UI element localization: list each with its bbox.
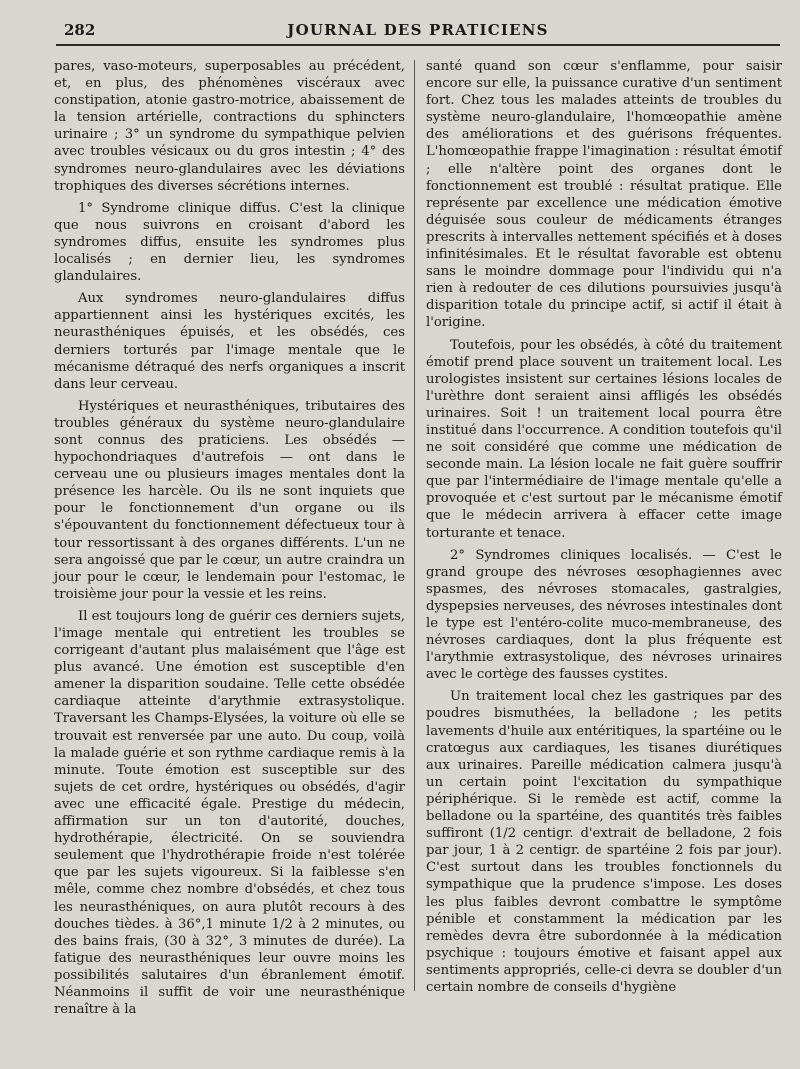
right-column	[426, 58, 782, 1059]
page-header	[56, 14, 780, 48]
paragraph: santé quand son cœur s'enflamme, pour saisir encore sur elle, la puissance curative d'un sentiment fort. Chez tous les malades atteints de troubles du système neuro-glandulaire, l'homœopathie amène des améliorations et des guérisons fréquentes. L'homœopathie frappe l'imagination : résultat émotif ; elle n'altère point des organes dont le fonctionnement est troublé : résultat pratique. Elle représente par excellence une médication émotive déguisée sous couleur de médicaments étranges prescrits à intervalles nettement spécifiés et à doses infinitésimales. Et le résultat favorable est obtenu sans le moindre dommage pour l'individu qui n'a rien à redouter de ces dilutions poursuivies jusqu'à disparition totale du principe actif, si actif il était à l'origine.	[426, 59, 782, 331]
paragraph: Aux syndromes neuro-glandulaires diffus appartiennent ainsi les hystériques excités, les neurasthéniques épuisés, et les obsédés, ces derniers torturés par l'image mentale que le mécanisme détraqué des nerfs organiques a inscrit dans leur cerveau.	[54, 291, 405, 392]
paragraph: Il est toujours long de guérir ces derniers sujets, l'image mentale qui entretient les troubles se corrigeant d'autant plus malaisément que l'âge est plus avancé. Une émotion est susceptible d'en amener la disparition soudaine. Telle cette obsédée cardiaque atteinte d'arythmie extrasystolique. Traversant les Champs-Elysées, la voiture où elle se trouvait est renversée par une auto. Du coup, voilà la malade guérie et son rythme cardiaque remis à la minute. Toute émotion est susceptible sur des sujets de cet ordre, hystériques ou obsédés, d'agir avec une efficacité égale. Prestige du médecin, affirmation sur un ton d'autorité, douches, hydrothérapie, électricité. On se souviendra seulement que l'hydrothérapie froide n'est tolérée que par les sujets vigoureux. Si la faiblesse s'en mêle, comme chez nombre d'obsédés, et chez tous les neurasthéniques, on aura plutôt recours à des douches tièdes. à 36°,1 minute 1/2 à 2 minutes, ou des bains frais, (30 à 32°, 3 minutes de durée). La fatigue des neurasthéniques leur ouvre moins les possibilités salutaires d'un ébranlement émotif. Néanmoins il suffit de voir une neurasthénique renaître à la	[54, 608, 405, 1018]
paragraph: Un traitement local chez les gastriques par des poudres bismuthées, la belladone ; les petits lavements d'huile aux entéritiques, la spartéine ou le cratœgus aux cardiaques, les tisanes diurétiques aux urinaires. Pareille médication calmera jusqu'à un certain point l'excitation du sympathique périphérique. Si le remède est actif, comme la belladone ou la spartéine, des quantités très faibles suffiront (1/2 centigr. d'extrait de belladone, 2 fois par jour, 1 à 2 centigr. de spartéine 2 fois par jour). C'est surtout dans les troubles fonctionnels du sympathique que la prudence s'impose. Les doses les plus faibles devront combattre le symptôme pénible et constamment la médication par les remèdes devra être subordonnée à la médication psychique : toujours émotive et faisant appel aux sentiments appropriés, celle-ci devra se doubler d'un certain nombre de conseils d'hygiène	[426, 689, 782, 995]
journal-title: JOURNAL DES PRATICIENS	[287, 21, 549, 39]
header-rule	[56, 44, 780, 46]
paragraph: Toutefois, pour les obsédés, à côté du traitement émotif prend place souvent un traitement local. Les urologistes insistent sur certaines lésions locales de l'urèthre dont seraient ainsi affligés les obsédés urinaires. Soit ! un traitement local pourra être institué dans l'occurrence. A condition toutefois qu'il ne soit considéré que comme une médication de seconde main. La lésion locale ne fait guère souffrir que par l'intermédiaire de l'image mentale qu'elle a provoquée et c'est surtout par le mécanisme émotif que le médecin arrivera à effacer cette image torturante et tenace.	[426, 337, 782, 541]
paragraph: 2° Syndromes cliniques localisés. — C'est le grand groupe des névroses œsophagiennes avec spasmes, des névroses stomacales, gastralgies, dyspepsies nerveuses, des névroses intestinales dont le type est l'entéro-colite muco-membraneuse, des névroses cardiaques, dont la plus fréquente est l'arythmie extrasystolique, des névroses urinaires avec le cortège des fausses cystites.	[426, 547, 782, 683]
paragraph: Hystériques et neurasthéniques, tributaires des troubles généraux du système neuro-glandulaire sont connus des praticiens. Les obsédés — hypochondriaques d'autrefois — ont dans le cerveau une ou plusieurs images mentales dont la présence les harcèle. Ou ils ne sont inquiets que pour le fonctionnement d'un organe ou ils s'épouvantent du fonctionnement défectueux tour à tour ressortissant à des organes différents. L'un ne sera angoissé que par le cœur, un autre craindra un jour pour le cœur, le lendemain pour l'estomac, le troisième jour pour la vessie et les reins.	[54, 398, 405, 602]
column-divider	[414, 60, 415, 991]
paragraph: 1° Syndrome clinique diffus. C'est la clinique que nous suivrons en croisant d'abord les syndromes diffus, ensuite les syndromes plus localisés ; en dernier lieu, les syndromes glandulaires.	[54, 200, 405, 285]
paragraph: pares, vaso-moteurs, superposables au précédent, et, en plus, des phénomènes viscéraux avec constipation, atonie gastro-motrice, abaissement de la tension artérielle, contractions du sphincters urinaire ; 3° un syndrome du sympathique pelvien avec troubles vésicaux ou du gros intestin ; 4° des syndromes neuro-glandulaires avec les déviations trophiques des diverses sécrétions internes.	[54, 59, 405, 194]
page-number: 282	[64, 21, 96, 39]
left-column	[54, 58, 405, 1059]
